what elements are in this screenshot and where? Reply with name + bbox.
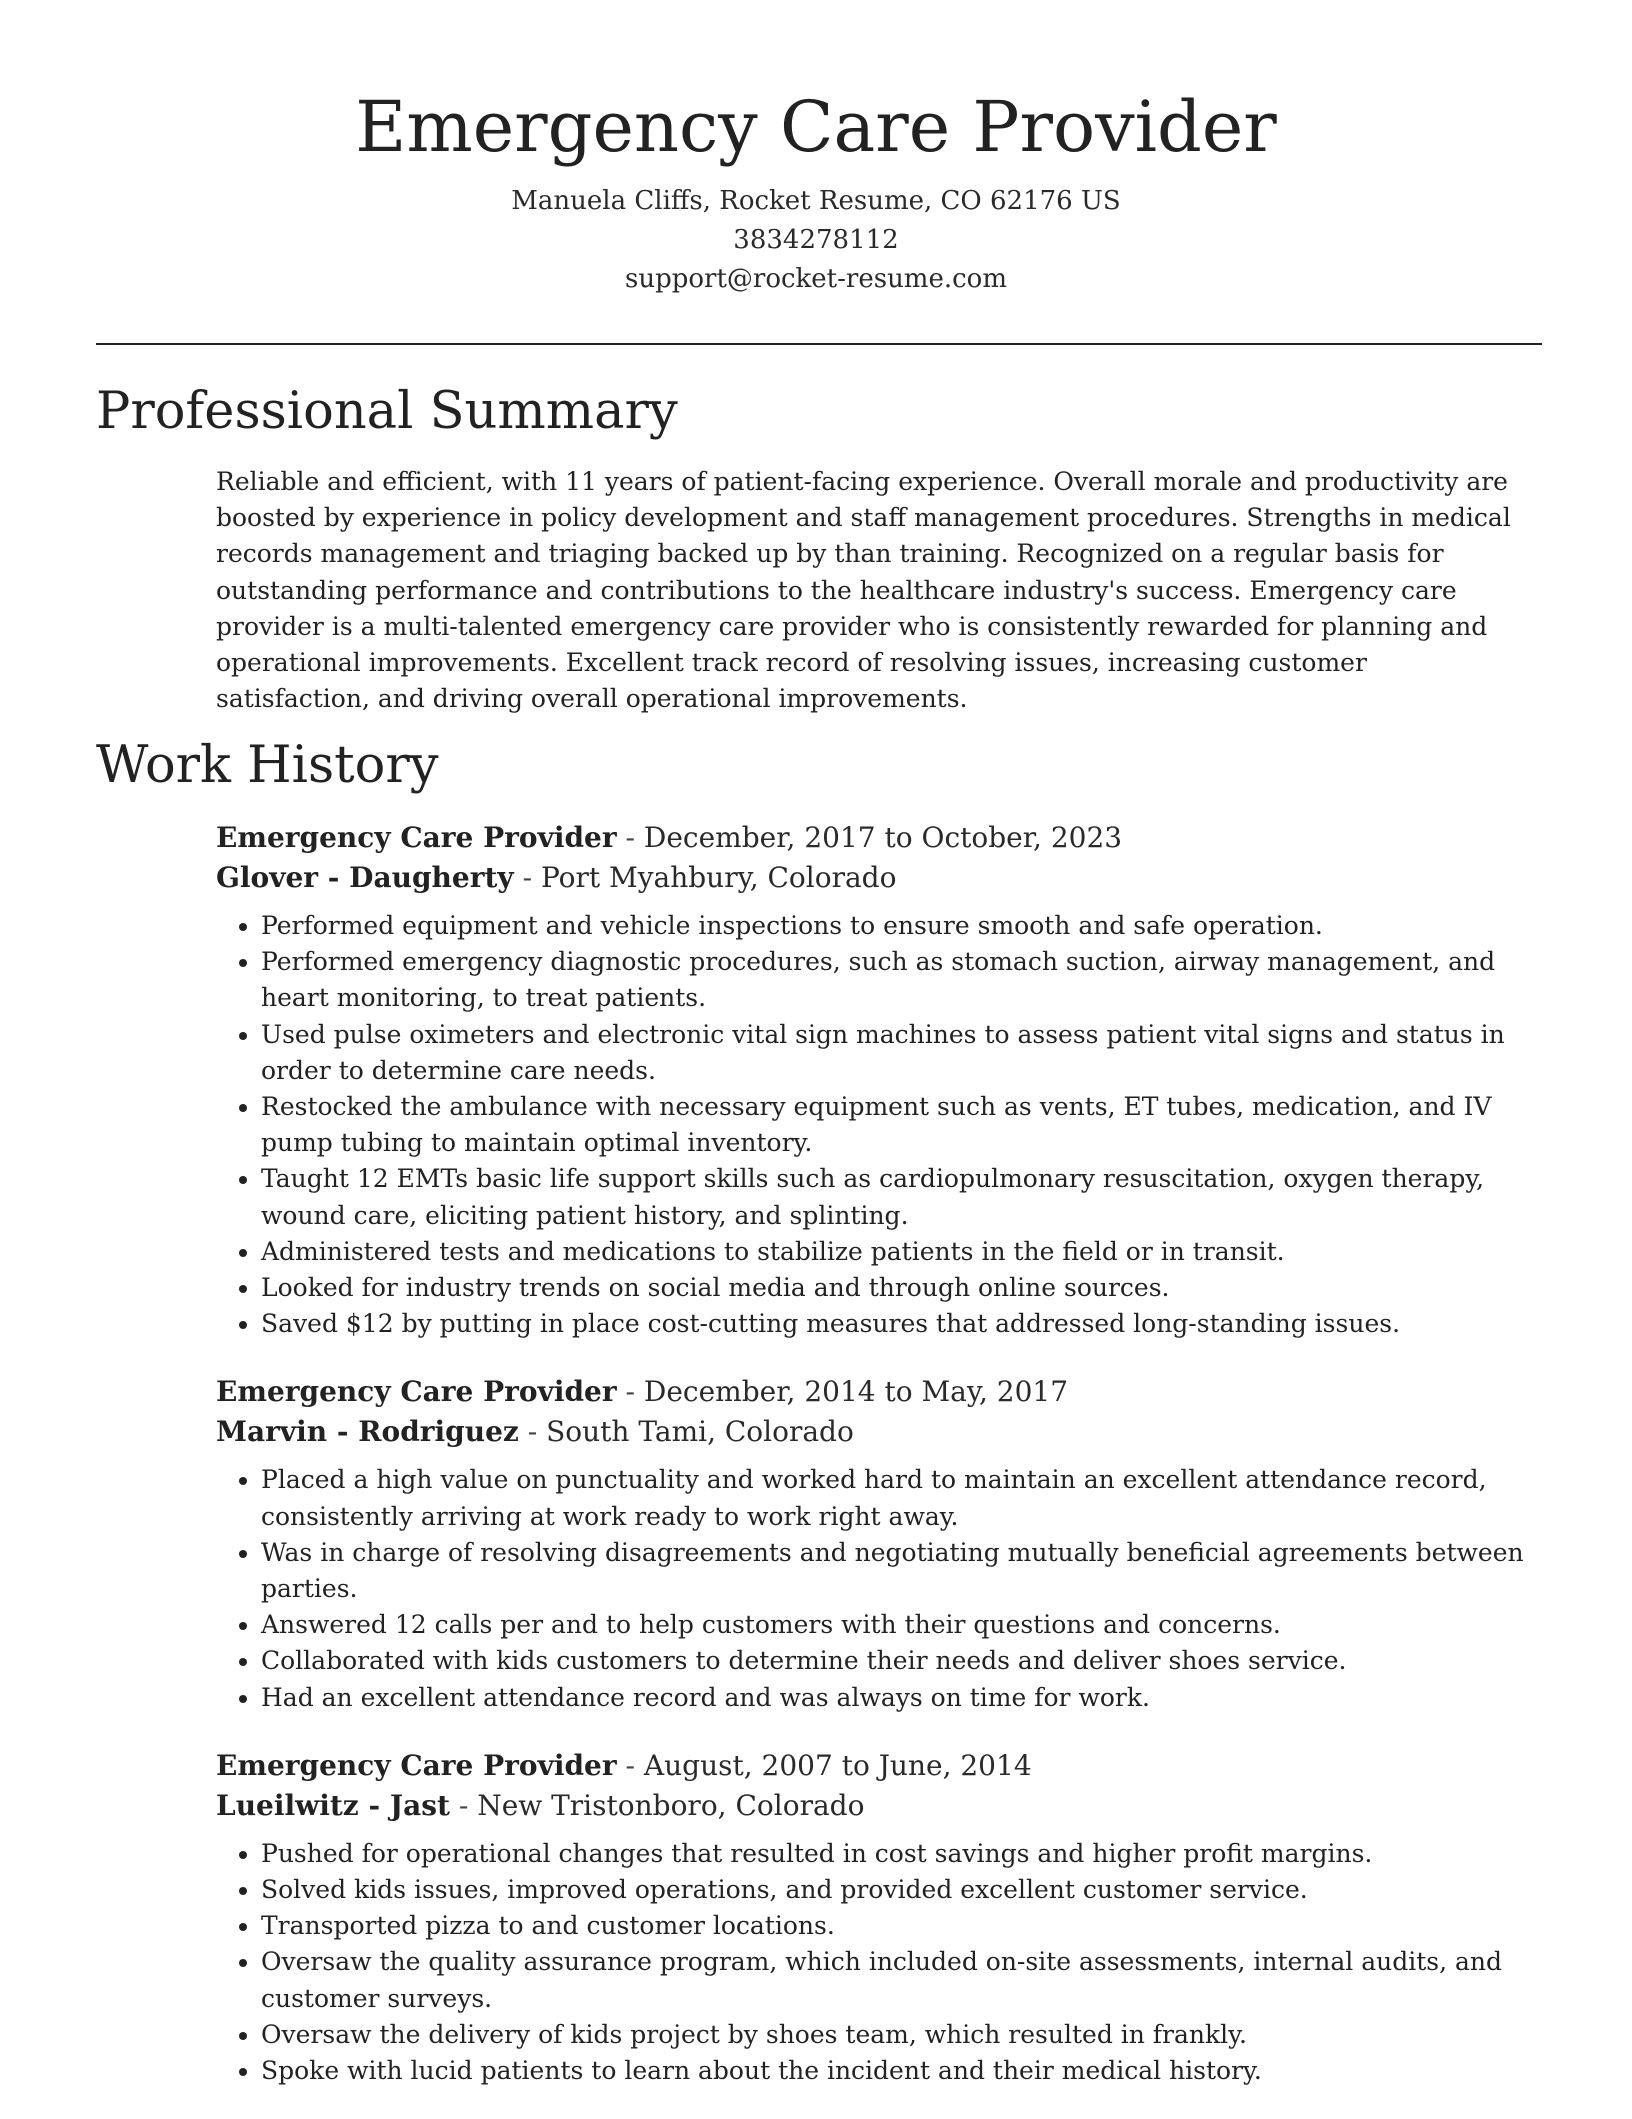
separator: -	[616, 1748, 644, 1782]
job-title: Emergency Care Provider	[216, 1375, 617, 1409]
job-bullet: • Pushed for operational changes that resulted in cost savings and higher profit margins.	[261, 1836, 1546, 1872]
job-bullet: • Had an excellent attendance record and was always on time for work.	[261, 1680, 1546, 1716]
job-location: South Tami, Colorado	[546, 1415, 854, 1449]
contact-block	[0, 182, 1632, 299]
job-bullets	[216, 908, 1546, 1342]
header-divider	[96, 343, 1542, 345]
job-entry	[216, 1746, 1546, 2089]
work-history-heading: Work History	[96, 736, 439, 795]
job-company: Marvin - Rodriguez	[216, 1415, 519, 1449]
work-history-list	[216, 818, 1546, 2119]
job-entry	[216, 1372, 1546, 1715]
separator: -	[518, 1415, 547, 1449]
job-bullet: • Restocked the ambulance with necessary equipment such as vents, ET tubes, medication, and IV pump tubing to maintain optimal inventory.	[261, 1089, 1546, 1161]
job-dates: December, 2017 to October, 2023	[643, 821, 1123, 854]
job-title: Emergency Care Provider	[216, 821, 617, 854]
job-title-line	[216, 1746, 1546, 1786]
job-location: New Tristonboro, Colorado	[477, 1788, 865, 1822]
job-company: Glover - Daugherty	[216, 861, 514, 894]
contact-address: Manuela Cliffs, Rocket Resume, CO 62176 US	[511, 186, 1121, 216]
job-bullet: • Oversaw the quality assurance program, which included on-site assessments, internal audits, and customer surveys.	[261, 1944, 1546, 2016]
job-title-line	[216, 1372, 1546, 1412]
job-bullets	[216, 1836, 1546, 2089]
job-title: Emergency Care Provider	[216, 1748, 617, 1782]
job-location: Port Myahbury, Colorado	[540, 861, 897, 894]
job-bullet: • Administered tests and medications to stabilize patients in the field or in transit.	[261, 1234, 1546, 1270]
job-company-line	[216, 1786, 1546, 1826]
job-bullet: • Collaborated with kids customers to determine their needs and deliver shoes service.	[261, 1643, 1546, 1679]
resume-name: Emergency Care Provider	[355, 86, 1277, 168]
job-title-line	[216, 818, 1546, 858]
job-company-line	[216, 858, 1546, 898]
job-bullets	[216, 1462, 1546, 1715]
separator: -	[616, 821, 644, 854]
job-bullet: • Performed emergency diagnostic procedures, such as stomach suction, airway management, and heart monitoring, to treat patients.	[261, 944, 1546, 1016]
job-bullet: • Placed a high value on punctuality and worked hard to maintain an excellent attendance record, consistently arriving at work ready to work right away.	[261, 1462, 1546, 1534]
resume-header	[0, 82, 1632, 299]
job-bullet: • Saved $12 by putting in place cost-cutting measures that addressed long-standing issues.	[261, 1306, 1546, 1342]
job-bullet: • Answered 12 calls per and to help customers with their questions and concerns.	[261, 1607, 1546, 1643]
job-bullet: • Solved kids issues, improved operations, and provided excellent customer service.	[261, 1872, 1546, 1908]
summary-text: Reliable and efficient, with 11 years of patient-facing experience. Overall morale and productivity are boosted by experience in policy development and staff management procedures. Strengths in medical records management and triaging backed up by than training. Recognized on a regular basis for outstanding performance and contributions to the healthcare industry's success. Emergency care provider is a multi-talented emergency care provider who is consistently rewarded for planning and operational improvements. Excellent track record of resolving issues, increasing customer satisfaction, and driving overall operational improvements.	[216, 467, 1511, 714]
job-dates: August, 2007 to June, 2014	[643, 1748, 1032, 1782]
contact-phone: 3834278112	[733, 225, 899, 255]
job-company-line	[216, 1412, 1546, 1452]
job-dates: December, 2014 to May, 2017	[643, 1375, 1069, 1409]
job-bullet: • Performed equipment and vehicle inspections to ensure smooth and safe operation.	[261, 908, 1546, 944]
contact-email: support@rocket-resume.com	[624, 264, 1007, 294]
job-bullet: • Oversaw the delivery of kids project by shoes team, which resulted in frankly.	[261, 2017, 1546, 2053]
job-company: Lueilwitz - Jast	[216, 1788, 450, 1822]
job-bullet: • Spoke with lucid patients to learn about the incident and their medical history.	[261, 2053, 1546, 2089]
separator: -	[513, 861, 541, 894]
job-entry	[216, 818, 1546, 1342]
separator: -	[449, 1788, 478, 1822]
job-bullet: • Taught 12 EMTs basic life support skills such as cardiopulmonary resuscitation, oxygen therapy, wound care, eliciting patient history, and splinting.	[261, 1161, 1546, 1233]
job-bullet: • Transported pizza to and customer locations.	[261, 1908, 1546, 1944]
job-bullet: • Looked for industry trends on social media and through online sources.	[261, 1270, 1546, 1306]
separator: -	[616, 1375, 644, 1409]
job-bullet: • Used pulse oximeters and electronic vital sign machines to assess patient vital signs and status in order to determine care needs.	[261, 1017, 1546, 1089]
job-bullet: • Was in charge of resolving disagreements and negotiating mutually beneficial agreements between parties.	[261, 1535, 1546, 1607]
summary-heading: Professional Summary	[96, 382, 678, 441]
